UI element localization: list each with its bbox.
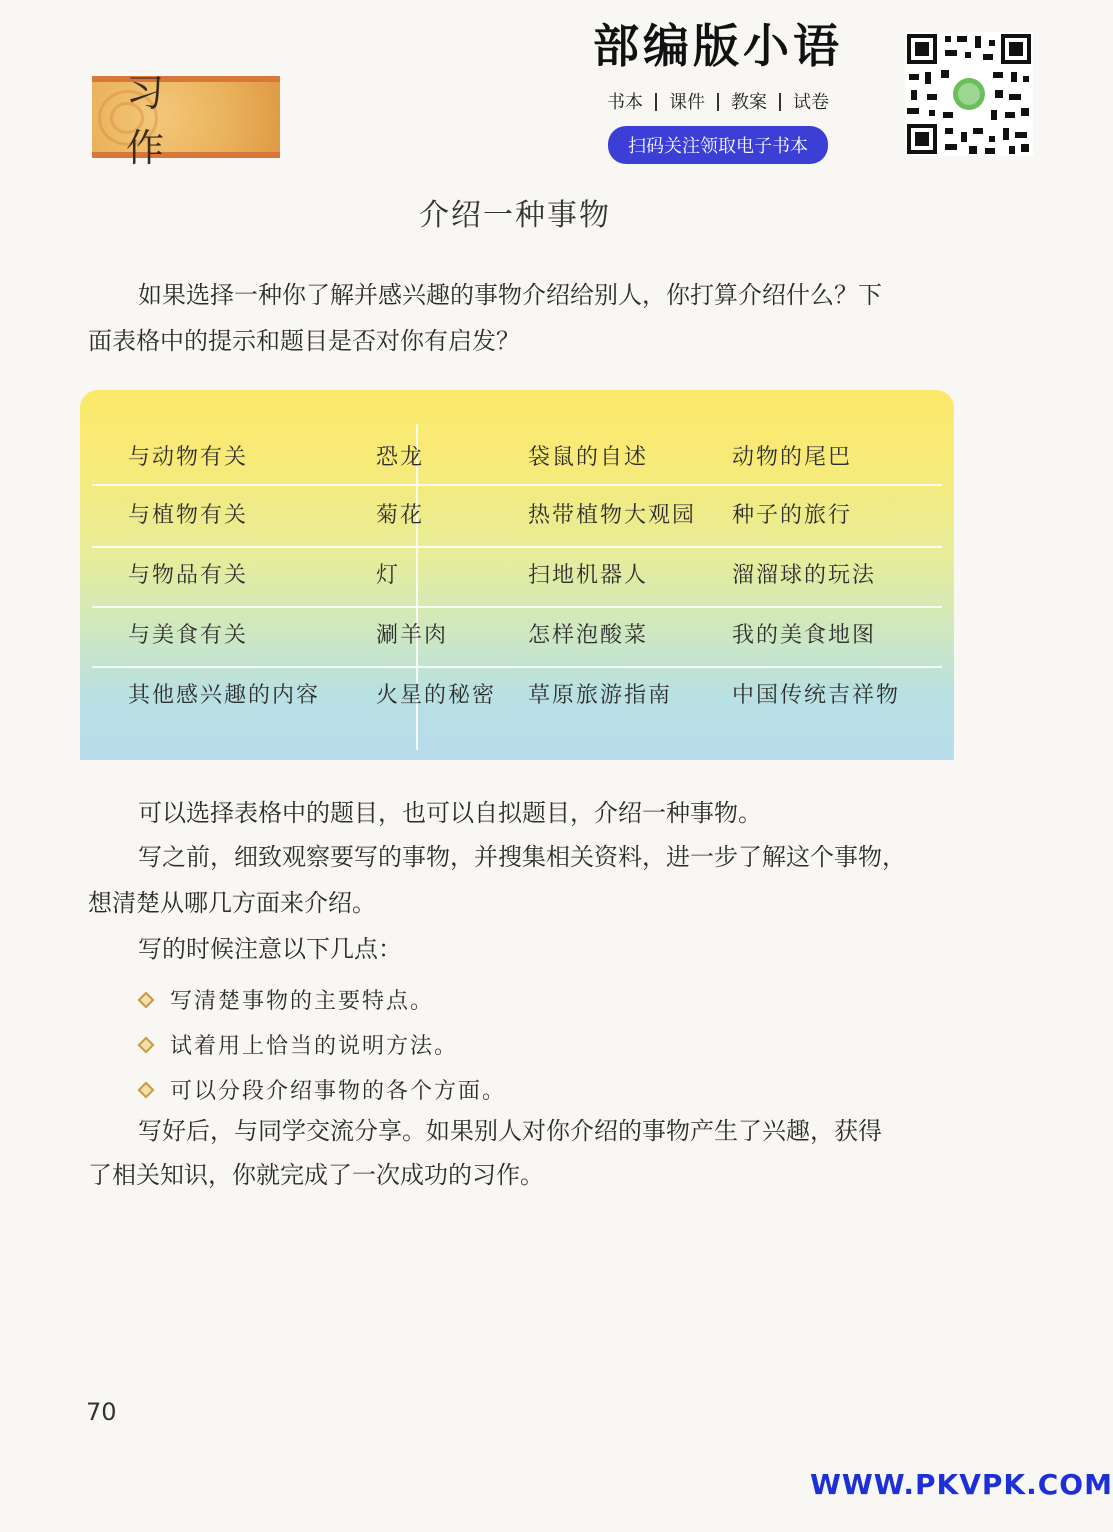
table-row	[92, 486, 942, 546]
table-topic-cell: 热带植物大观园	[528, 503, 697, 528]
divider	[779, 93, 781, 111]
page-title: 介绍一种事物	[419, 198, 611, 233]
page-number: 70	[86, 1398, 117, 1426]
table-topic-cell: 我的美食地图	[732, 623, 877, 648]
diamond-bullet-icon	[138, 1082, 155, 1099]
table-topic-cell: 动物的尾巴	[732, 445, 853, 470]
section-tag	[92, 71, 280, 170]
body-paragraph-2-line-1: 写之前，细致观察要写的事物，并搜集相关资料，进一步了解这个事物，	[138, 843, 906, 871]
table-row	[92, 428, 942, 488]
table-category-cell: 与植物有关	[128, 503, 249, 528]
tip-bullet	[140, 1074, 506, 1105]
body-paragraph-3: 写的时候注意以下几点：	[138, 935, 402, 963]
brand-block	[568, 18, 868, 168]
qr-code-icon[interactable]	[905, 32, 1033, 156]
table-topic-cell: 袋鼠的自述	[528, 445, 649, 470]
brand-link-lesson-plan[interactable]: 教案	[731, 92, 767, 113]
table-topic-cell: 涮羊肉	[376, 623, 449, 648]
intro-line-2: 面表格中的提示和题目是否对你有启发？	[88, 327, 520, 355]
table-category-cell: 其他感兴趣的内容	[128, 683, 321, 708]
tip-bullet	[140, 984, 434, 1015]
divider	[655, 93, 657, 111]
table-topic-cell: 怎样泡酸菜	[528, 623, 649, 648]
diamond-bullet-icon	[138, 992, 155, 1009]
scan-follow-button[interactable]: 扫码关注领取电子书本	[608, 126, 828, 164]
table-row	[92, 666, 942, 726]
table-topic-cell: 扫地机器人	[528, 563, 649, 588]
body-paragraph-4-line-2: 了相关知识，你就完成了一次成功的习作。	[88, 1161, 544, 1189]
section-tag-label: 习 作	[126, 71, 201, 170]
tip-bullet	[140, 1029, 458, 1060]
brand-link-book[interactable]: 书本	[607, 92, 643, 113]
tip-text: 写清楚事物的主要特点。	[170, 989, 435, 1014]
table-row	[92, 546, 942, 606]
table-row	[92, 606, 942, 666]
body-paragraph-4-line-1: 写好后，与同学交流分享。如果别人对你介绍的事物产生了兴趣，获得	[138, 1117, 882, 1145]
brand-link-exam[interactable]: 试卷	[793, 92, 829, 113]
table-category-cell: 与物品有关	[128, 563, 249, 588]
table-topic-cell: 火星的秘密	[376, 683, 497, 708]
table-topic-cell: 恐龙	[376, 445, 425, 470]
site-watermark: WWW.PKVPK.COM	[810, 1468, 1113, 1501]
table-category-cell: 与动物有关	[128, 445, 249, 470]
diamond-bullet-icon	[138, 1037, 155, 1054]
intro-line-1: 如果选择一种你了解并感兴趣的事物介绍给别人，你打算介绍什么？下	[138, 281, 882, 309]
divider	[717, 93, 719, 111]
table-topic-cell: 菊花	[376, 503, 425, 528]
table-topic-cell: 灯	[376, 563, 401, 588]
brand-links	[568, 88, 868, 114]
table-topic-cell: 种子的旅行	[732, 503, 853, 528]
body-paragraph-2-line-2: 想清楚从哪几方面来介绍。	[88, 889, 376, 917]
topic-table	[80, 390, 954, 760]
table-category-cell: 与美食有关	[128, 623, 249, 648]
brand-link-courseware[interactable]: 课件	[669, 92, 705, 113]
brand-title: 部编版小语	[593, 19, 843, 73]
tip-text: 试着用上恰当的说明方法。	[170, 1034, 459, 1059]
table-topic-cell: 溜溜球的玩法	[732, 563, 877, 588]
table-topic-cell: 中国传统吉祥物	[732, 683, 901, 708]
table-topic-cell: 草原旅游指南	[528, 683, 673, 708]
body-paragraph-1: 可以选择表格中的题目，也可以自拟题目，介绍一种事物。	[138, 799, 762, 827]
tip-text: 可以分段介绍事物的各个方面。	[170, 1079, 507, 1104]
